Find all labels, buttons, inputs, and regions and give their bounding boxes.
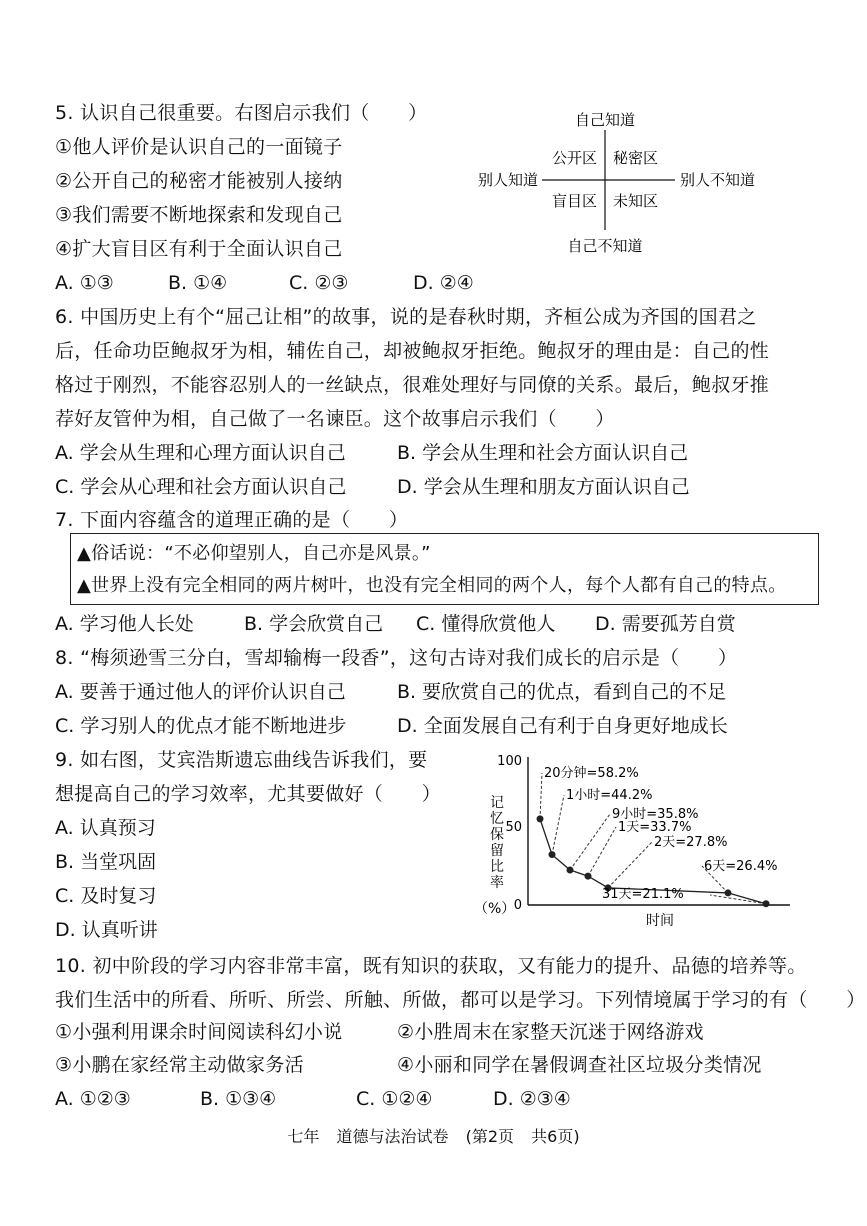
- q7-quote-box: [70, 533, 819, 605]
- q6-line-3: 格过于刚烈，不能容忍别人的一丝缺点，很难处理好与同僚的关系。最后，鲍叔牙推: [55, 374, 770, 396]
- q10-option-b[interactable]: B. ①③④: [200, 1088, 277, 1110]
- x-axis-label: 时间: [646, 913, 674, 929]
- data-label: 6天=26.4%: [704, 859, 778, 874]
- q9-stem-2: 想提高自己的学习效率，尤其要做好（ ）: [55, 783, 442, 805]
- data-point: [537, 815, 544, 822]
- footer-grade: 七年: [287, 1127, 320, 1146]
- q5-option-a[interactable]: A. ①③: [55, 272, 114, 294]
- q5-option-c[interactable]: C. ②③: [289, 272, 349, 294]
- data-point: [549, 851, 556, 858]
- q6-line-4: 荐好友管仲为相，自己做了一名谏臣。这个故事启示我们（ ）: [55, 408, 615, 430]
- q9-option-c[interactable]: C. 及时复习: [55, 885, 157, 907]
- q5-option-d[interactable]: D. ②④: [413, 272, 474, 294]
- q8-option-b[interactable]: B. 要欣赏自己的优点，看到自己的不足: [397, 681, 727, 703]
- q7-quote-1: ▲俗话说：“不必仰望别人，自己亦是风景。”: [77, 543, 431, 564]
- y-tick-0: 0: [513, 898, 522, 913]
- page-footer: [0, 1124, 867, 1147]
- johari-window-diagram: [460, 100, 780, 265]
- data-point: [585, 873, 592, 880]
- q5-item-1: ①他人评价是认识自己的一面镜子: [55, 136, 343, 158]
- q10-line-2: 我们生活中的所看、所听、所尝、所触、所做，都可以是学习。下列情境属于学习的有（ ）: [55, 989, 866, 1011]
- diagram-unknown-area: 未知区: [613, 192, 659, 210]
- y-tick-100: 100: [497, 754, 522, 769]
- q8-option-d[interactable]: D. 全面发展自己有利于自身更好地成长: [397, 715, 728, 737]
- data-label: 31天=21.1%: [602, 887, 684, 902]
- q5-stem: 5. 认识自己很重要。右图启示我们（ ）: [55, 102, 428, 124]
- q5-item-2: ②公开自己的秘密才能被别人接纳: [55, 170, 343, 192]
- diagram-right-label: 别人不知道: [680, 171, 756, 189]
- q10-option-d[interactable]: D. ②③④: [493, 1088, 571, 1110]
- q6-option-a[interactable]: A. 学会从生理和心理方面认识自己: [55, 442, 346, 464]
- data-leader-line: [552, 795, 564, 855]
- q10-item-2: ②小胜周末在家整天沉迷于网络游戏: [397, 1021, 704, 1043]
- q6-option-c[interactable]: C. 学会从心理和社会方面认识自己: [55, 476, 347, 498]
- q8-stem: 8. “梅须逊雪三分白，雪却输梅一段香”，这句古诗对我们成长的启示是（ ）: [55, 647, 738, 669]
- q6-option-d[interactable]: D. 学会从生理和朋友方面认识自己: [397, 476, 690, 498]
- data-leader-line: [570, 814, 610, 870]
- diagram-left-label: 别人知道: [477, 171, 538, 189]
- q10-item-1: ①小强利用课余时间阅读科幻小说: [55, 1021, 343, 1043]
- q7-option-b[interactable]: B. 学会欣赏自己: [244, 613, 384, 635]
- y-axis-label: 记忆保留比率（%）: [474, 795, 516, 917]
- q6-line-1: 6. 中国历史上有个“屈己让相”的故事，说的是春秋时期，齐桓公成为齐国的国君之: [55, 306, 757, 328]
- y-tick-50: 50: [505, 820, 522, 835]
- q5-item-4: ④扩大盲目区有利于全面认识自己: [55, 238, 343, 260]
- data-leader-line: [540, 773, 542, 819]
- diagram-top-label: 自己知道: [574, 111, 636, 129]
- q7-option-a[interactable]: A. 学习他人长处: [55, 613, 194, 635]
- q10-option-c[interactable]: C. ①②④: [356, 1088, 433, 1110]
- data-leader-line: [608, 842, 652, 888]
- diagram-bottom-label: 自己不知道: [567, 237, 643, 255]
- q5-option-b[interactable]: B. ①④: [168, 272, 228, 294]
- data-label: 1小时=44.2%: [566, 788, 653, 803]
- footer-total: 共6页): [531, 1127, 580, 1146]
- diagram-open-area: 公开区: [551, 149, 597, 167]
- forgetting-curve-chart: [460, 745, 805, 935]
- q7-quote-2: ▲世界上没有完全相同的两片树叶，也没有完全相同的两个人，每个人都有自己的特点。: [77, 575, 787, 596]
- q7-option-c[interactable]: C. 懂得欣赏他人: [416, 613, 556, 635]
- data-point: [725, 889, 732, 896]
- diagram-hidden-area: 秘密区: [613, 149, 659, 167]
- q5-item-3: ③我们需要不断地探索和发现自己: [55, 204, 343, 226]
- q9-option-a[interactable]: A. 认真预习: [55, 817, 156, 839]
- q9-option-d[interactable]: D. 认真听讲: [55, 919, 158, 941]
- q7-option-d[interactable]: D. 需要孤芳自赏: [595, 613, 736, 635]
- q8-option-a[interactable]: A. 要善于通过他人的评价认识自己: [55, 681, 346, 703]
- q10-option-a[interactable]: A. ①②③: [55, 1088, 131, 1110]
- q6-line-2: 后，任命功臣鲍叔牙为相，辅佐自己，却被鲍叔牙拒绝。鲍叔牙的理由是：自己的性: [55, 340, 770, 362]
- data-label: 9小时=35.8%: [612, 807, 699, 822]
- q10-item-3: ③小鹏在家经常主动做家务活: [55, 1054, 304, 1076]
- diagram-blind-area: 盲目区: [551, 192, 597, 210]
- q6-option-b[interactable]: B. 学会从生理和社会方面认识自己: [397, 442, 689, 464]
- q9-stem-1: 9. 如右图，艾宾浩斯遗忘曲线告诉我们，要: [55, 749, 428, 771]
- q9-option-b[interactable]: B. 当堂巩固: [55, 851, 157, 873]
- data-label: 2天=27.8%: [654, 835, 728, 850]
- q10-item-4: ④小丽和同学在暑假调查社区垃圾分类情况: [397, 1054, 762, 1076]
- data-point: [567, 867, 574, 874]
- q10-line-1: 10. 初中阶段的学习内容非常丰富，既有知识的获取，又有能力的提升、品德的培养等。: [55, 955, 807, 977]
- footer-subject: 道德与法治试卷: [336, 1127, 449, 1146]
- data-label: 1天=33.7%: [618, 820, 692, 835]
- q8-option-c[interactable]: C. 学习别人的优点才能不断地进步: [55, 715, 347, 737]
- footer-page: (第2页: [465, 1127, 515, 1146]
- data-leader-line: [588, 827, 616, 876]
- data-point: [763, 900, 770, 907]
- q7-stem: 7. 下面内容蕴含的道理正确的是（ ）: [55, 509, 409, 531]
- data-label: 20分钟=58.2%: [544, 766, 639, 781]
